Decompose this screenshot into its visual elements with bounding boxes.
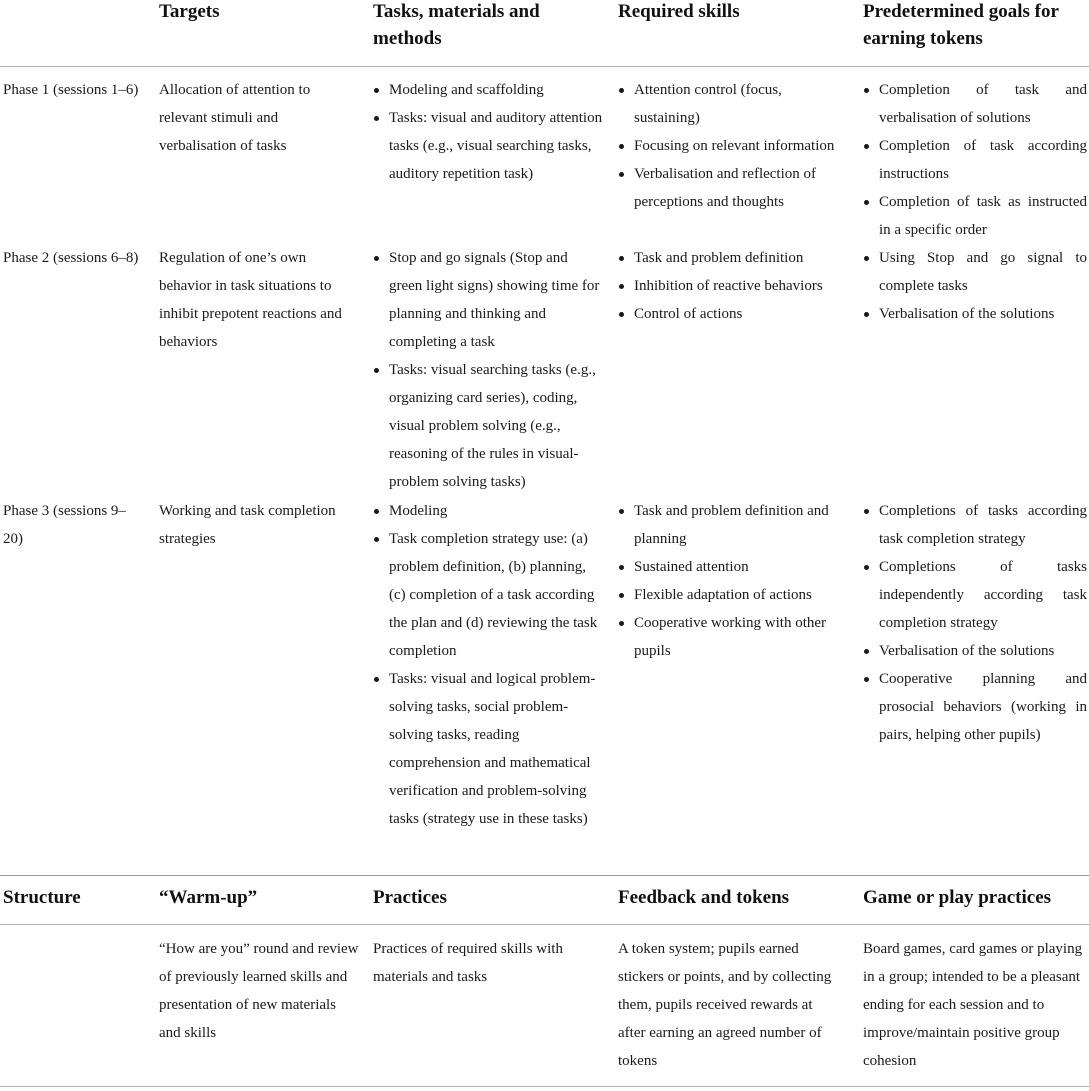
list-item: Completion of task and verbalisation of solutions	[863, 76, 1087, 132]
header-practices: Practices	[373, 887, 447, 908]
structure-warm-up: “How are you” round and review of previously learned skills and presentation of new materials and skills	[159, 941, 359, 1041]
phase-2-goals	[863, 244, 1087, 328]
list-item: Cooperative planning and prosocial behaviors (working in pairs, helping other pupils)	[863, 665, 1087, 749]
list-item: Flexible adaptation of actions	[618, 581, 846, 609]
list-item: Task and problem definition	[618, 244, 846, 272]
section-rule	[0, 875, 1089, 876]
phase-3-goals	[863, 497, 1087, 749]
phase-3-skills	[618, 497, 846, 665]
list-item: Completion of task as instructed in a specific order	[863, 188, 1087, 244]
list-item: Sustained attention	[618, 553, 846, 581]
list-item: Attention control (focus, sustaining)	[618, 76, 846, 132]
list-item: Focusing on relevant information	[618, 132, 846, 160]
list-item: Completion of task according instructions	[863, 132, 1087, 188]
structure-game: Board games, card games or playing in a group; intended to be a pleasant ending for each session and to improve/maintain positive group cohesion	[863, 941, 1083, 1069]
phase-3-label: Phase 3 (sessions 9–20)	[3, 503, 126, 547]
header-game-play: Game or play practices	[863, 887, 1052, 908]
structure-practices: Practices of required skills with materials and tasks	[373, 941, 563, 985]
header-feedback-tokens: Feedback and tokens	[618, 887, 790, 908]
bottom-rule	[0, 1086, 1089, 1087]
list-item: Using Stop and go signal to complete tasks	[863, 244, 1087, 300]
list-item: Verbalisation and reflection of perceptions and thoughts	[618, 160, 846, 216]
phase-1-goals	[863, 76, 1087, 244]
header-predetermined-goals: Predetermined goals for earning tokens	[863, 1, 1059, 49]
phase-1-target: Allocation of attention to relevant stimuli and verbalisation of tasks	[159, 82, 311, 154]
list-item: Tasks: visual searching tasks (e.g., organizing card series), coding, visual problem solving (e.g., reasoning of the rules in visual-problem solving tasks)	[373, 356, 603, 496]
list-item: Inhibition of reactive behaviors	[618, 272, 846, 300]
list-item: Modeling and scaffolding	[373, 76, 603, 104]
list-item: Verbalisation of the solutions	[863, 300, 1087, 328]
header-targets: Targets	[159, 1, 220, 22]
phase-3-target: Working and task completion strategies	[159, 503, 336, 547]
list-item: Verbalisation of the solutions	[863, 637, 1087, 665]
phase-3-tasks	[373, 497, 603, 833]
structure-header-rule	[0, 924, 1089, 925]
list-item: Cooperative working with other pupils	[618, 609, 846, 665]
phase-2-target: Regulation of one’s own behavior in task situations to inhibit prepotent reactions and behaviors	[159, 250, 342, 350]
phase-2-skills	[618, 244, 846, 328]
list-item: Control of actions	[618, 300, 846, 328]
header-warm-up: “Warm-up”	[159, 887, 258, 908]
list-item: Tasks: visual and auditory attention tasks (e.g., visual searching tasks, auditory repetition task)	[373, 104, 603, 188]
header-structure: Structure	[3, 887, 81, 908]
phase-2-tasks	[373, 244, 603, 496]
phase-2-label: Phase 2 (sessions 6–8)	[3, 250, 139, 266]
list-item: Completions of tasks according task completion strategy	[863, 497, 1087, 553]
list-item: Modeling	[373, 497, 603, 525]
phase-1-skills	[618, 76, 846, 216]
phase-1-label: Phase 1 (sessions 1–6)	[3, 82, 139, 98]
list-item: Stop and go signals (Stop and green light signs) showing time for planning and thinking and completing a task	[373, 244, 603, 356]
list-item: Task and problem definition and planning	[618, 497, 846, 553]
list-item: Tasks: visual and logical problem-solving tasks, social problem-solving tasks, reading comprehension and mathematical verification and problem-solving tasks (strategy use in these tasks)	[373, 665, 603, 833]
header-rule	[0, 66, 1089, 67]
structure-feedback: A token system; pupils earned stickers or points, and by collecting them, pupils received rewards at after earning an agreed number of tokens	[618, 941, 832, 1069]
list-item: Completions of tasks independently according task completion strategy	[863, 553, 1087, 637]
phase-1-tasks	[373, 76, 603, 188]
header-tasks-materials-methods: Tasks, materials and methods	[373, 1, 540, 49]
list-item: Task completion strategy use: (a) problem definition, (b) planning, (c) completion of a task according the plan and (d) reviewing the task completion	[373, 525, 603, 665]
header-required-skills: Required skills	[618, 1, 740, 22]
